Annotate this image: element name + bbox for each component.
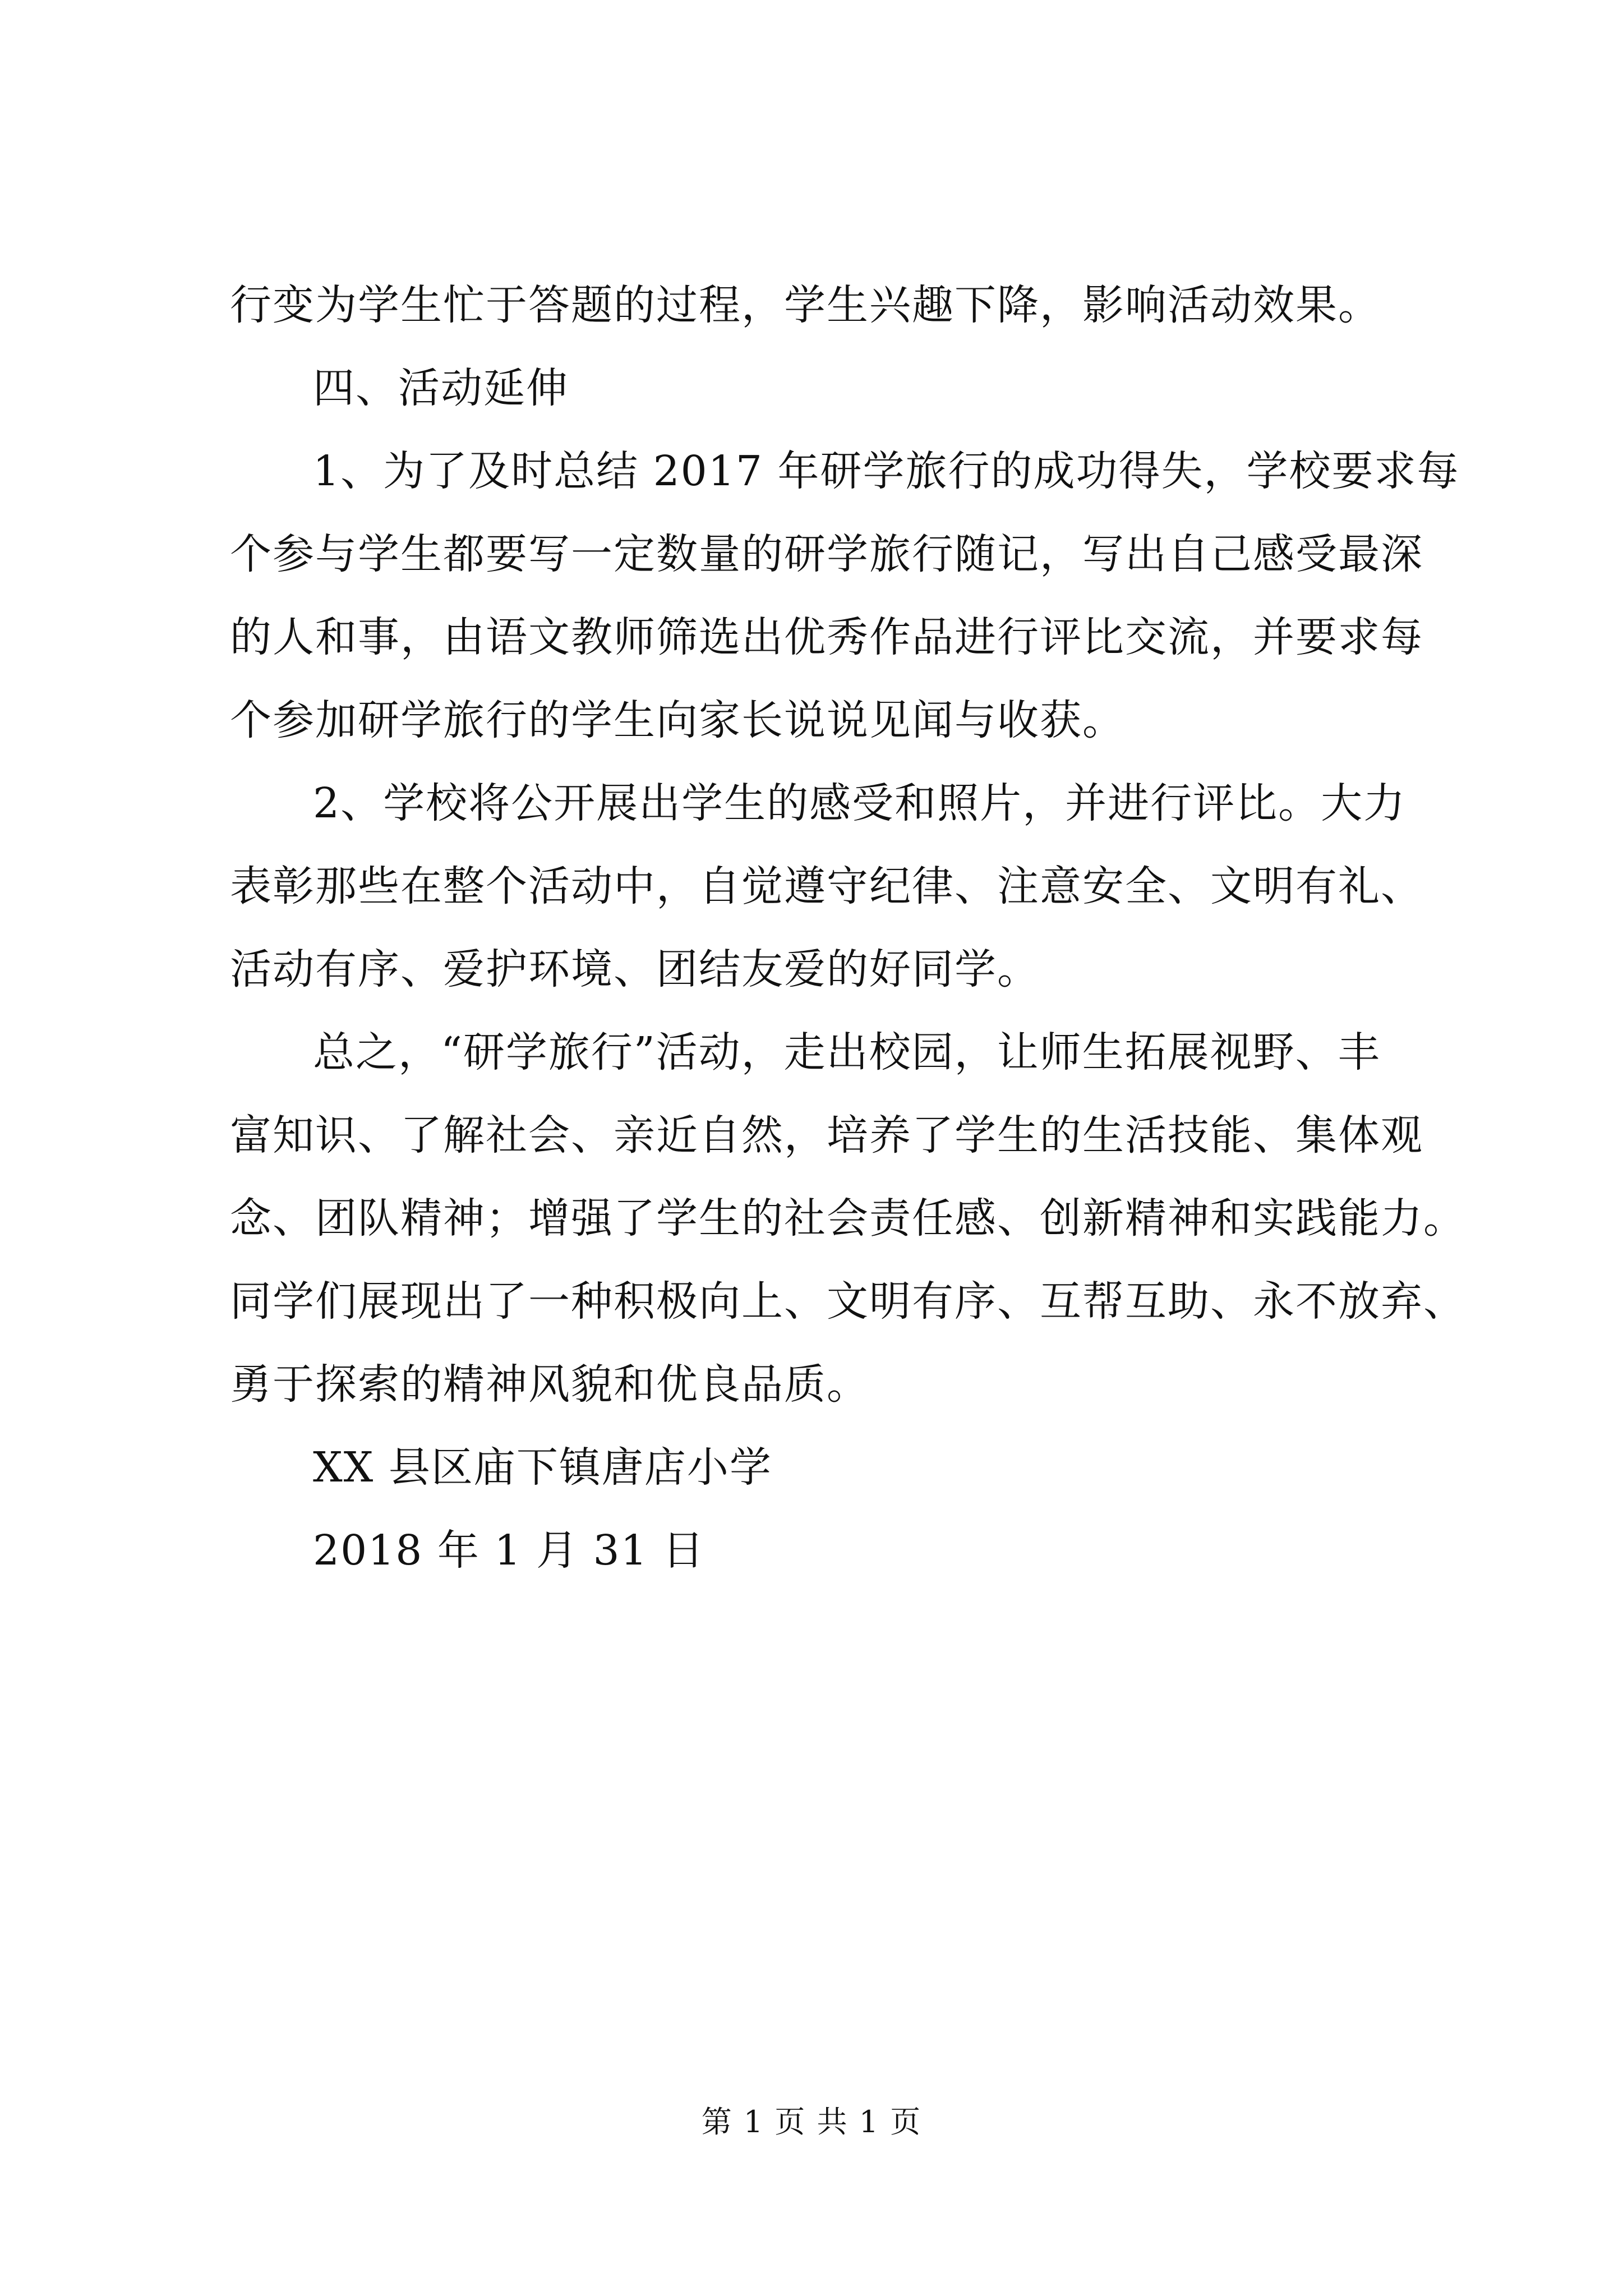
section-heading: 四、活动延伸	[313, 364, 569, 412]
signature-date: 2018 年 1 月 31 日	[313, 1526, 706, 1575]
text-line-1: 行变为学生忙于答题的过程，学生兴趣下降，影响活动效果。	[230, 281, 1381, 329]
page-number-footer: 第 1 页 共 1 页	[701, 2104, 922, 2139]
text-line-3: 1、为了及时总结 2017 年研学旅行的成功得失，学校要求每	[313, 447, 1460, 495]
text-line-12: 念、团队精神；增强了学生的社会责任感、创新精神和实践能力。	[230, 1194, 1466, 1243]
text-line-11: 富知识、了解社会、亲近自然，培养了学生的生活技能、集体观	[230, 1111, 1423, 1159]
text-line-13: 同学们展现出了一种积极向上、文明有序、互帮互助、永不放弃、	[230, 1277, 1466, 1326]
text-line-7: 2、学校将公开展出学生的感受和照片，并进行评比。大力	[313, 779, 1407, 827]
document-body	[230, 264, 1466, 1592]
text-line-9: 活动有序、爱护环境、团结友爱的好同学。	[230, 945, 1040, 993]
text-line-14: 勇于探索的精神风貌和优良品质。	[230, 1360, 869, 1409]
text-line-6: 个参加研学旅行的学生向家长说说见闻与收获。	[230, 696, 1125, 744]
text-line-4: 个参与学生都要写一定数量的研学旅行随记，写出自己感受最深	[230, 530, 1423, 578]
text-line-8: 表彰那些在整个活动中，自觉遵守纪律、注意安全、文明有礼、	[230, 862, 1423, 910]
text-line-10: 总之，“研学旅行”活动，走出校园，让师生拓展视野、丰	[313, 1028, 1381, 1076]
text-line-5: 的人和事，由语文教师筛选出优秀作品进行评比交流，并要求每	[230, 613, 1423, 661]
signature-organization: XX 县区庙下镇唐店小学	[313, 1443, 772, 1492]
